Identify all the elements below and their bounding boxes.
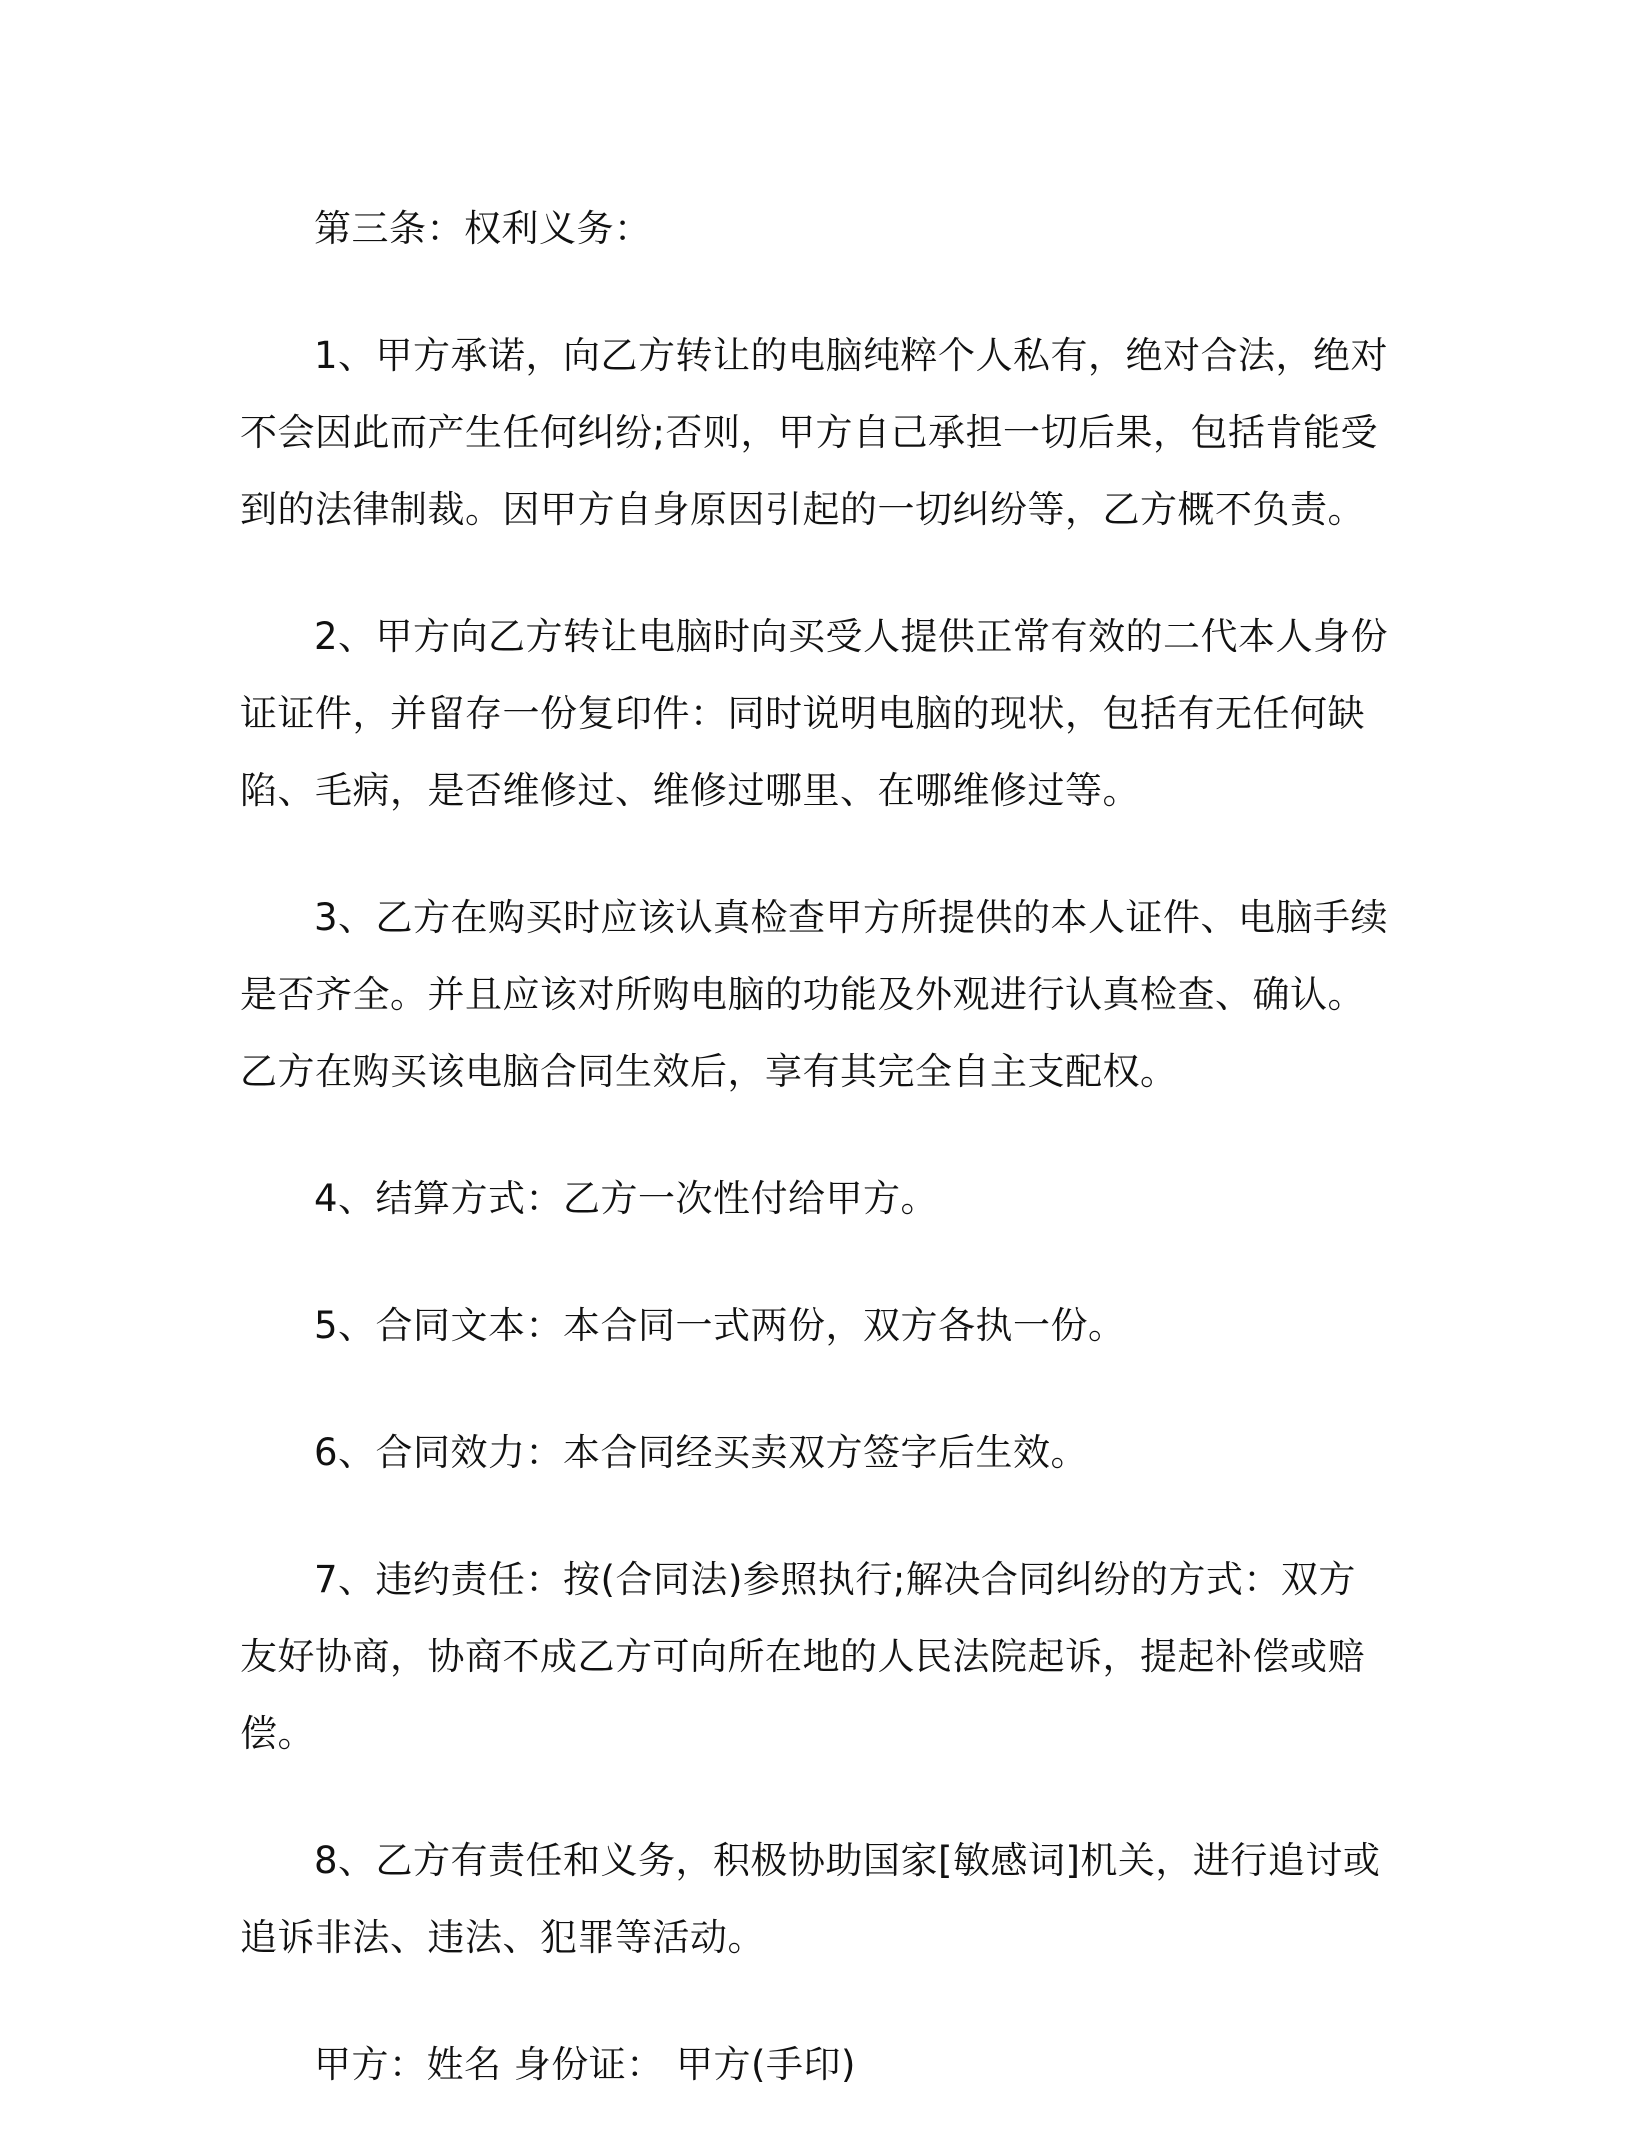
clause-6: 6、合同效力：本合同经买卖双方签字后生效。 — [314, 1431, 1089, 1474]
clause-5: 5、合同文本：本合同一式两份，双方各执一份。 — [314, 1304, 1126, 1347]
clause-2: 2、甲方向乙方转让电脑时向买受人提供正常有效的二代本人身份证证件，并留存一份复印件：同时说明电脑的现状，包括有无任何缺陷、毛病，是否维修过、维修过哪里、在哪维修过等。 — [240, 615, 1389, 812]
section-heading: 第三条：权利义务： — [314, 207, 652, 250]
signature-line: 甲方：姓名 身份证： 甲方(手印) — [314, 2043, 856, 2086]
clause-4: 4、结算方式：乙方一次性付给甲方。 — [314, 1177, 939, 1220]
document-body — [240, 190, 1390, 2153]
clause-7: 7、违约责任：按(合同法)参照执行;解决合同纠纷的方式：双方友好协商，协商不成乙方可向所在地的人民法院起诉，提起补偿或赔偿。 — [240, 1558, 1365, 1755]
clause-1: 1、甲方承诺，向乙方转让的电脑纯粹个人私有，绝对合法，绝对不会因此而产生任何纠纷;否则，甲方自己承担一切后果，包括肯能受到的法律制裁。因甲方自身原因引起的一切纠纷等，乙方概不负责。 — [240, 334, 1389, 531]
clause-8: 8、乙方有责任和义务，积极协助国家[敏感词]机关，进行追讨或追诉非法、违法、犯罪等活动。 — [240, 1839, 1381, 1959]
clause-3: 3、乙方在购买时应该认真检查甲方所提供的本人证件、电脑手续是否齐全。并且应该对所购电脑的功能及外观进行认真检查、确认。乙方在购买该电脑合同生效后，享有其完全自主支配权。 — [240, 896, 1389, 1093]
